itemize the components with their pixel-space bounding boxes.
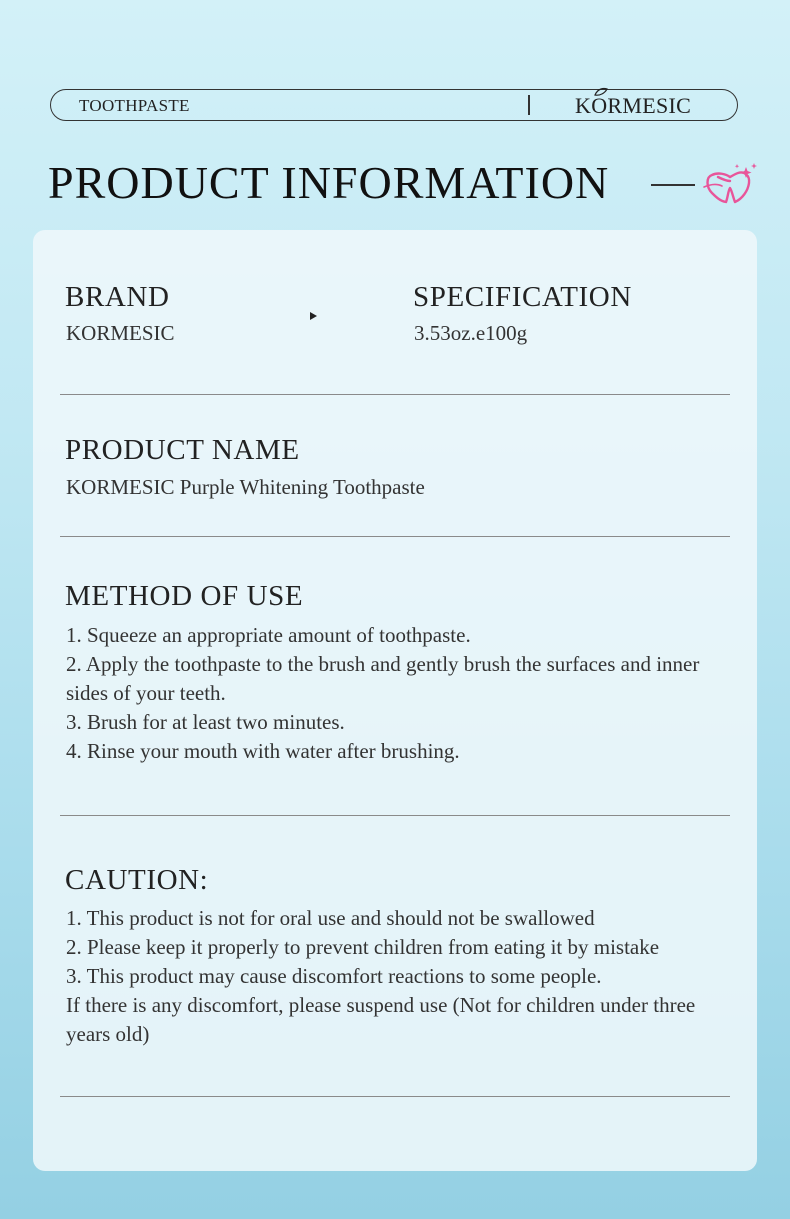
leaf-icon xyxy=(594,87,608,97)
header-bar xyxy=(50,89,738,121)
brand-logo: KORMESIC xyxy=(575,93,692,118)
caution-item: 1. This product is not for oral use and should not be swallowed xyxy=(66,906,595,930)
method-text xyxy=(66,621,738,766)
product-name-heading: PRODUCT NAME xyxy=(65,434,300,466)
caution-item: 3. This product may cause discomfort reactions to some people. xyxy=(66,964,602,988)
tooth-heart-icon xyxy=(702,161,758,205)
caution-heading: CAUTION: xyxy=(65,864,209,896)
section-divider xyxy=(60,815,730,816)
title-divider xyxy=(651,184,695,186)
play-arrow-icon xyxy=(310,312,317,320)
method-heading: METHOD OF USE xyxy=(65,580,304,612)
category-label: TOOTHPASTE xyxy=(79,96,190,115)
header-divider xyxy=(528,95,530,115)
product-name-value: KORMESIC Purple Whitening Toothpaste xyxy=(66,475,425,499)
caution-text xyxy=(66,904,738,1049)
brand-value: KORMESIC xyxy=(66,321,175,345)
caution-item: If there is any discomfort, please suspend use (Not for children under three years old) xyxy=(66,993,696,1046)
method-step: 4. Rinse your mouth with water after brushing. xyxy=(66,739,460,763)
specification-heading: SPECIFICATION xyxy=(413,281,632,313)
method-step: 2. Apply the toothpaste to the brush and gently brush the surfaces and inner sides of your teeth. xyxy=(66,652,700,705)
method-step: 3. Brush for at least two minutes. xyxy=(66,710,345,734)
section-divider xyxy=(60,1096,730,1097)
brand-heading: BRAND xyxy=(65,281,170,313)
section-divider xyxy=(60,536,730,537)
page-title: PRODUCT INFORMATION xyxy=(48,157,610,208)
method-step: 1. Squeeze an appropriate amount of toothpaste. xyxy=(66,623,471,647)
section-divider xyxy=(60,394,730,395)
caution-item: 2. Please keep it properly to prevent children from eating it by mistake xyxy=(66,935,660,959)
specification-value: 3.53oz.e100g xyxy=(414,321,528,345)
